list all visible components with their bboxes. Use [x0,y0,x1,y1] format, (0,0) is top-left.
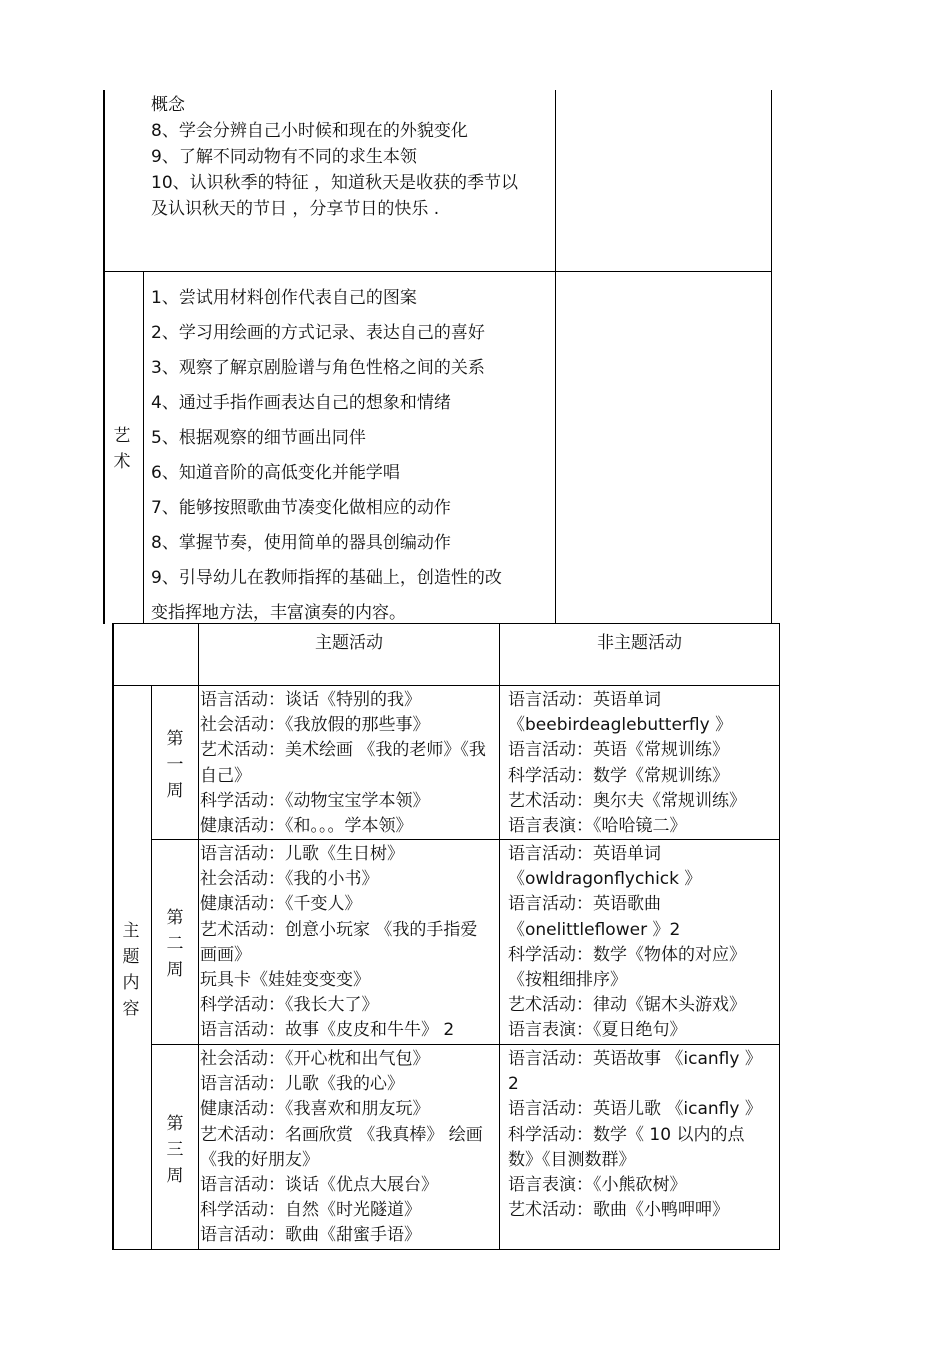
goal-line: 9、了解不同动物有不同的求生本领 [151,147,417,167]
week3-non-theme-activities [508,1047,762,1223]
activity-line: 《onelittleflower 》2 [508,919,681,940]
activity-line: 艺术活动：美术绘画 《我的老师》《我 [200,740,486,761]
activity-line: 语言活动：英语故事 《icanfly 》 [508,1049,762,1069]
week1-non-theme-activities [508,688,746,839]
table-divider [151,685,152,1250]
activity-line: 科学活动：《我长大了》 [200,995,379,1016]
activity-line: 语言表演：《夏日绝句》 [508,1020,687,1041]
week3-theme-activities [200,1047,483,1249]
table-row-divider [112,685,780,686]
activity-line: 《我的好朋友》 [200,1149,319,1170]
activity-line: 语言表演：《哈哈镜二》 [508,816,687,837]
activity-line: 语言表演：《小熊砍树》 [508,1175,687,1196]
activity-line: 语言活动：英语歌曲 [508,894,661,915]
art-item: 6、知道音阶的高低变化并能学唱 [151,463,400,483]
section-label-theme-content: 主题内容 [122,921,140,1019]
activity-line: 健康活动：《我喜欢和朋友玩》 [200,1099,430,1120]
week2-theme-activities [200,842,477,1044]
week2-non-theme-activities [508,842,746,1044]
activity-line: 社会活动：《我放假的那些事》 [200,715,430,736]
activity-line: 语言活动：英语单词 [508,844,661,864]
goal-line: 概念 [151,95,185,115]
art-item: 8、掌握节奏，使用简单的器具创编动作 [151,533,451,553]
activity-line: 画画》 [200,944,251,965]
activity-line: 语言活动：儿歌《我的心》 [200,1074,404,1095]
table-divider [555,90,556,624]
table-border-right [771,90,772,624]
activity-line: 艺术活动：歌曲《小鸭呷呷》 [508,1200,729,1221]
activity-line: 科学活动：数学《常规训练》 [508,765,729,786]
table-border-top [112,623,780,624]
art-item: 3、观察了解京剧脸谱与角色性格之间的关系 [151,358,485,378]
table-border-left [112,623,114,1250]
activity-line: 《按粗细排序》 [508,970,627,991]
activity-line: 社会活动：《开心枕和出气包》 [200,1049,430,1069]
activity-line: 健康活动：《千变人》 [200,894,362,915]
activity-line: 玩具卡《娃娃变变变》 [200,970,370,991]
activity-line: 《owldragonflychick 》 [508,869,702,890]
activity-line: 艺术活动：名画欣赏 《我真棒》 绘画 [200,1124,483,1145]
activity-line: 科学活动：自然《时光隧道》 [200,1200,421,1221]
art-item: 4、通过手指作画表达自己的想象和情绪 [151,393,451,413]
week-label: 第二周 [166,908,184,980]
activity-line: 自己》 [200,765,251,786]
activity-line: 语言活动：谈话《优点大展台》 [200,1175,438,1196]
activity-line: 语言活动：歌曲《甜蜜手语》 [200,1225,421,1246]
activity-line: 语言活动：英语单词 [508,690,661,710]
activity-line: 数》《目测数群》 [508,1149,636,1170]
goal-line: 8、学会分辨自己小时候和现在的外貌变化 [151,121,468,141]
art-label: 艺术 [113,426,131,472]
activity-line: 科学活动：数学《 10 以内的点 [508,1124,745,1145]
art-item: 7、能够按照歌曲节凑变化做相应的动作 [151,498,451,518]
table-border-right [779,623,780,1250]
activity-line: 艺术活动：奥尔夫《常规训练》 [508,790,746,811]
activity-line: 语言活动：谈话《特别的我》 [200,690,421,710]
activity-line: 科学活动：《动物宝宝学本领》 [200,790,430,811]
activity-line: 社会活动：《我的小书》 [200,869,379,890]
activity-line: 艺术活动：创意小玩家 《我的手指爱 [200,919,478,940]
activity-line: 《beebirdeaglebutterfly 》 [508,715,733,736]
week-label: 第三周 [166,1114,184,1186]
art-item: 9、引导幼儿在教师指挥的基础上，创造性的改 [151,568,502,588]
art-item: 5、根据观察的细节画出同伴 [151,428,366,448]
table-border-bottom [112,1249,780,1250]
header-non-theme-activities: 非主题活动 [597,633,682,653]
week-label: 第一周 [166,729,184,801]
table-border-left [103,90,105,624]
table-row-divider [151,1044,780,1045]
goal-line: 10、认识秋季的特征 ，知道秋天是收获的季节以 [151,173,519,193]
activity-line: 艺术活动：律动《锯木头游戏》 [508,995,746,1016]
goal-line: 及认识秋天的节日 ，分享节日的快乐 . [151,199,440,219]
header-theme-activities: 主题活动 [315,633,383,653]
week1-theme-activities [200,688,486,839]
activity-line: 语言活动：英语《常规训练》 [508,740,729,761]
activity-line: 语言活动：儿歌《生日树》 [200,844,404,864]
table-divider [143,272,144,624]
activity-line: 语言活动：故事《皮皮和牛牛》 2 [200,1020,455,1041]
activity-line: 健康活动：《和。。。学本领》 [200,816,413,837]
art-item: 2、学习用绘画的方式记录、表达自己的喜好 [151,323,485,343]
table-divider [499,623,500,1250]
table-divider [198,623,199,1250]
art-item: 变指挥地方法，丰富演奏的内容。 [151,603,406,623]
activity-line: 2 [508,1074,519,1095]
table-row-divider [103,271,772,272]
art-item: 1、尝试用材料创作代表自己的图案 [151,288,417,308]
activity-line: 科学活动：数学《物体的对应》 [508,944,746,965]
activity-line: 语言活动：英语儿歌 《icanfly 》 [508,1099,762,1120]
